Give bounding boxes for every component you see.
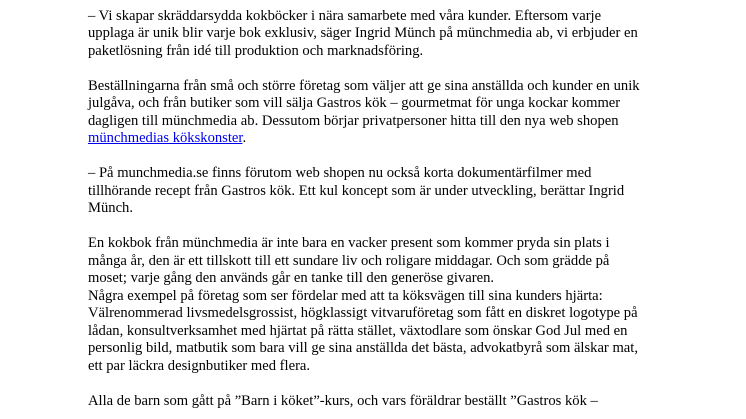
text-line: – På munchmedia.se finns förutom web shopen nu också korta dokumentärfilmer med xyxy=(88,165,592,181)
text-line: moset; varje gång den används går en tanke till den generöse givaren. xyxy=(88,270,495,286)
text-line: Beställningarna från små och större företag som väljer att ge sina anställda och kunder en unik xyxy=(88,77,640,94)
text-line: personlig bild, matbutik som bara vill ge sina anställda det bästa, advokatbyrå som älskar mat, xyxy=(88,340,638,356)
text-line: Alla de barn som gått på ”Barn i köket”-kurs, och vars föräldrar beställt ”Gastros kök – xyxy=(88,392,598,409)
paragraph-5 xyxy=(88,393,738,411)
paragraph-2 xyxy=(88,78,738,148)
paragraph-gap xyxy=(88,60,738,78)
kokskonster-link[interactable]: münchmedias kökskonster xyxy=(88,130,243,146)
text-line: många år, den är ett tillskott till ett sundare liv och roligare middagar. Och som grädde på xyxy=(88,252,610,269)
paragraph-3 xyxy=(88,165,738,218)
text-line: Münch. xyxy=(88,200,133,216)
text-line: Välrenommerad livsmedelsgrossist, högklassigt vitvaruföretag som fått en diskret logotype på xyxy=(88,305,638,321)
paragraph-gap xyxy=(88,148,738,166)
paragraph-gap xyxy=(88,375,738,393)
text-line: tillhörande recept från Gastros kök. Ett kul koncept som är under utveckling, berättar Ingrid xyxy=(88,182,625,199)
text-line: En kokbok från münchmedia är inte bara en vacker present som kommer pryda sin plats i xyxy=(88,235,610,251)
text-line xyxy=(88,130,738,148)
paragraph-gap xyxy=(88,0,738,8)
paragraph-gap xyxy=(88,218,738,236)
document-page xyxy=(88,0,738,410)
text-line: upplaga är unik blir varje bok exklusiv, säger Ingrid Münch på münchmedia ab, vi erbjuder en xyxy=(88,25,638,41)
link-trailing-period: . xyxy=(242,130,247,146)
text-line: dagligen till münchmedia ab. Dessutom börjar privatpersoner hitta till den nya web shopen xyxy=(88,112,619,129)
text-line: julgåva, och från butiker som vill sälja Gastros kök – gourmetmat för unga kockar kommer xyxy=(88,95,621,111)
text-line: paketlösning från idé till produktion och marknadsföring. xyxy=(88,42,424,59)
text-line: – Vi skapar skräddarsydda kokböcker i nära samarbete med våra kunder. Eftersom varje xyxy=(88,7,602,24)
text-line: lådan, konsultverksamhet med hjärtat på rätta stället, växtodlare som önskar God Jul med en xyxy=(88,322,628,339)
paragraph-1 xyxy=(88,8,738,61)
text-line: ett par läckra designbutiker med flera. xyxy=(88,357,311,374)
paragraph-4 xyxy=(88,235,738,375)
text-line: Några exempel på företag som ser fördelar med att ta köksvägen till sina kunders hjärta: xyxy=(88,287,603,304)
